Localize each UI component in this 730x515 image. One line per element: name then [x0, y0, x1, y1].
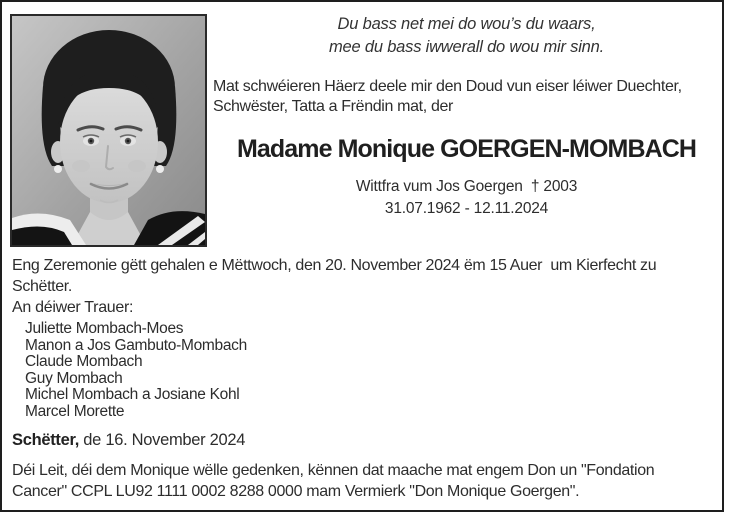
mourners-list [25, 321, 247, 420]
mourner-name: Guy Mombach [25, 369, 123, 387]
donation-line: Cancer" CCPL LU92 1111 0002 8288 0000 mam Vermierk "Don Monique Goergen". [12, 483, 580, 500]
portrait-photo [10, 14, 207, 247]
intro-line: Mat schwéieren Häerz deele mir den Doud vun eiser léiwer Duechter, [213, 78, 682, 95]
ceremony-text [12, 256, 724, 297]
life-dates: 31.07.1962 - 12.11.2024 [384, 200, 549, 217]
mourner-name: Michel Mombach a Josiane Kohl [25, 386, 240, 403]
ceremony-line: Eng Zeremonie gëtt gehalen e Mëttwoch, den 20. November 2024 ëm 15 Auer um Kierfecht zu [12, 257, 657, 274]
relation-line: Wittfra vum Jos Goergen † 2003 [355, 178, 578, 195]
mourner-name: Juliette Mombach-Moes [25, 320, 184, 337]
ceremony-line: Schëtter. [12, 277, 72, 295]
deceased-name: Madame Monique GOERGEN-MOMBACH [236, 135, 697, 163]
donation-text [12, 460, 724, 502]
mourner-name: Marcel Morette [25, 402, 125, 420]
intro-text [213, 77, 725, 117]
mourning-heading: An déiwer Trauer: [12, 299, 134, 316]
quote-line: Du bass net mei do wou’s du waars, [337, 15, 596, 33]
portrait-illustration [12, 16, 205, 245]
quote-line: mee du bass iwwerall do wou mir sinn. [328, 38, 605, 56]
mourner-name: Manon a Jos Gambuto-Mombach [25, 336, 247, 354]
dateline [12, 431, 245, 450]
dateline-date: de 16. November 2024 [79, 431, 246, 449]
donation-line: Déi Leit, déi dem Monique wëlle gedenken, kënnen dat maache mat engem Don un "Fondation [12, 462, 655, 479]
memorial-quote [213, 13, 720, 59]
intro-line: Schwëster, Tatta a Frëndin mat, der [213, 98, 454, 115]
mourner-name: Claude Mombach [25, 353, 143, 370]
dateline-place: Schëtter, [12, 431, 79, 449]
